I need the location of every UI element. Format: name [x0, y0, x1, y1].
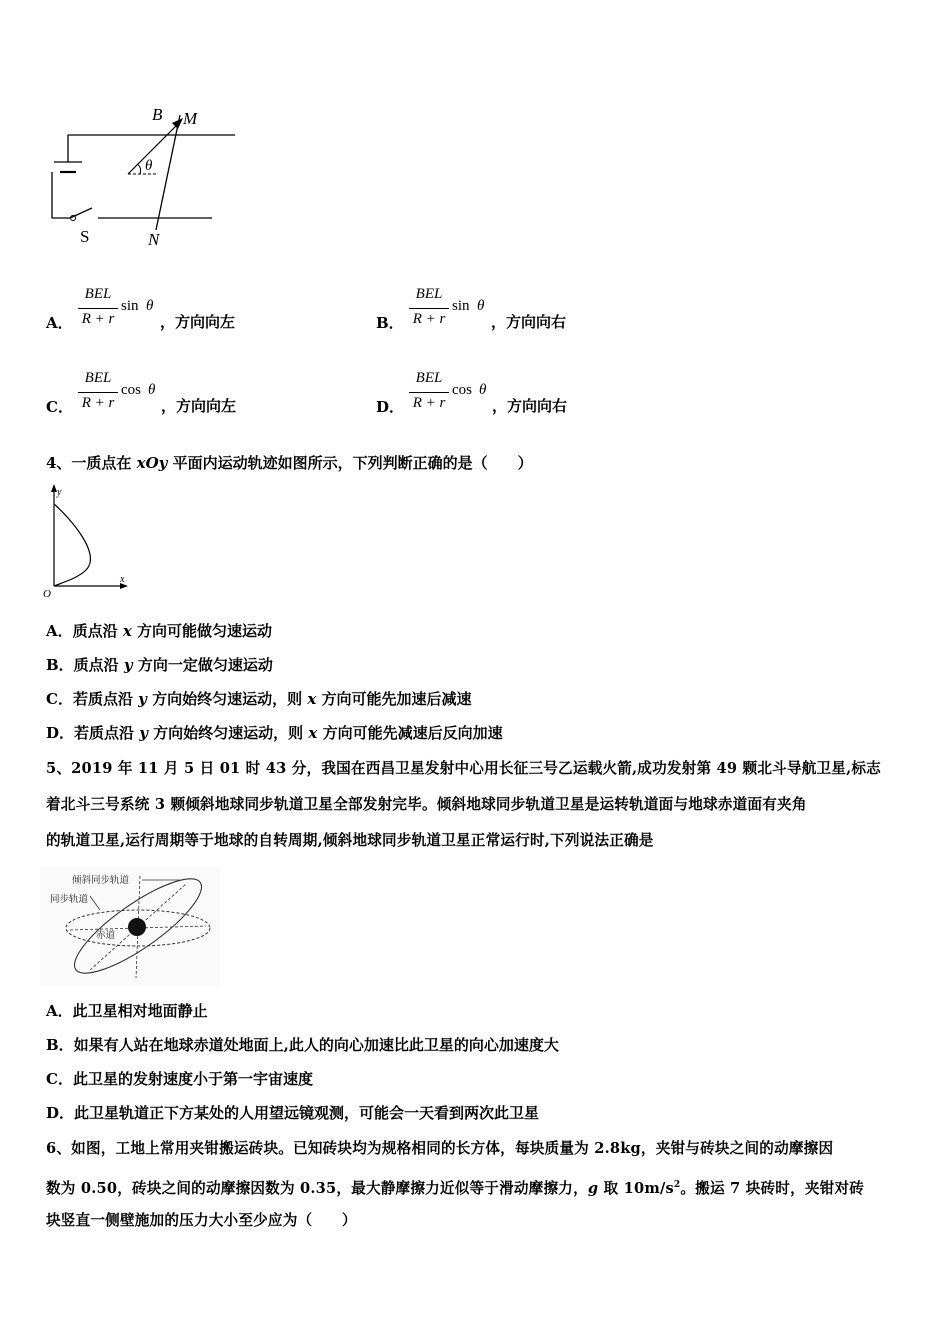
trajectory-figure — [40, 482, 140, 602]
option-letter: D． — [376, 398, 405, 416]
fraction-denominator: R + r — [412, 395, 446, 411]
fraction-numerator: BEL — [84, 286, 112, 302]
q5-stem-line-1: 5、2019 年 11 月 5 日 01 时 43 分，我国在西昌卫星发射中心用长征三号乙运载火箭,成功发射第 49 颗北斗导航卫星,标志 — [46, 760, 881, 777]
fraction-bar — [78, 392, 118, 393]
q6-stem-line-1: 6、如图，工地上常用夹钳搬运砖块。已知砖块均为规格相同的长方体，每块质量为 2.8kg，夹钳与砖块之间的动摩擦因 — [46, 1140, 834, 1157]
fraction-bar — [409, 308, 449, 309]
fraction-numerator: BEL — [415, 370, 443, 386]
q5-stem-line-3: 的轨道卫星,运行周期等于地球的自转周期,倾斜地球同步轨道卫星正常运行时,下列说法正确是 — [46, 832, 654, 849]
label-n: N — [148, 230, 160, 249]
fraction-numerator: BEL — [415, 286, 443, 302]
orbit-figure — [40, 866, 220, 986]
fraction-bar — [409, 392, 449, 393]
trig-function: cos — [121, 382, 141, 398]
q4-option-c: C．若质点沿 y 方向始终匀速运动，则 x 方向可能先加速后减速 — [46, 690, 472, 708]
label-sync-orbit: 同步轨道 — [50, 895, 89, 905]
label-theta: θ — [145, 158, 153, 174]
q6-stem-line-2: 数为 0.50，砖块之间的动摩擦因数为 0.35，最大静摩擦力近似等于滑动摩擦力，g 取 $10m/s^2$。搬运 7 块砖时，夹钳对砖 — [46, 1179, 865, 1197]
label-equator: 赤道 — [96, 931, 116, 941]
fraction-bar — [78, 308, 118, 309]
direction-text: ，方向向左 — [160, 313, 236, 331]
fraction-denominator: R + r — [81, 395, 115, 411]
q5-stem-line-2: 着北斗三号系统 3 颗倾斜地球同步轨道卫星全部发射完毕。倾斜地球同步轨道卫星是运转轨道面与地球赤道面有夹角 — [46, 796, 807, 813]
origin-label: O — [43, 588, 51, 600]
q5-option-a: A．此卫星相对地面静止 — [46, 1002, 208, 1020]
q6-stem-line-3: 块竖直一侧壁施加的压力大小至少应为（ ） — [46, 1212, 357, 1229]
circuit-figure — [40, 100, 250, 250]
fraction-denominator: R + r — [81, 311, 115, 327]
angle-symbol: θ — [479, 382, 487, 398]
q5-option-c: C．此卫星的发射速度小于第一宇宙速度 — [46, 1070, 313, 1088]
angle-symbol: θ — [148, 382, 156, 398]
label-s: S — [80, 227, 90, 246]
q4-option-a: A．质点沿 x 方向可能做匀速运动 — [46, 622, 273, 640]
label-inclined-orbit: 倾斜同步轨道 — [72, 876, 130, 886]
axis-x-label: x — [120, 574, 125, 585]
option-letter: A． — [46, 314, 73, 332]
direction-text: ，方向向左 — [161, 397, 237, 415]
q4-stem: 4、一质点在 xOy 平面内运动轨迹如图所示，下列判断正确的是（ ） — [46, 454, 533, 472]
option-letter: C． — [46, 398, 73, 416]
trig-function: sin — [121, 298, 139, 314]
q5-option-d: D．此卫星轨道正下方某处的人用望远镜观测，可能会一天看到两次此卫星 — [46, 1104, 540, 1122]
trig-function: sin — [452, 298, 470, 314]
q5-option-b: B．如果有人站在地球赤道处地面上,此人的向心加速比此卫星的向心加速度大 — [46, 1036, 559, 1054]
q4-option-b: B．质点沿 y 方向一定做匀速运动 — [46, 656, 273, 674]
angle-symbol: θ — [146, 298, 154, 314]
q4-option-d: D．若质点沿 y 方向始终匀速运动，则 x 方向可能先减速后反向加速 — [46, 724, 503, 742]
direction-text: ，方向向右 — [492, 397, 568, 415]
trig-function: cos — [452, 382, 472, 398]
axis-y-label: y — [57, 487, 62, 498]
option-letter: B． — [376, 314, 404, 332]
fraction-denominator: R + r — [412, 311, 446, 327]
label-m: M — [183, 109, 198, 128]
angle-symbol: θ — [477, 298, 485, 314]
direction-text: ，方向向右 — [491, 313, 567, 331]
label-b: B — [152, 105, 163, 124]
fraction-numerator: BEL — [84, 370, 112, 386]
